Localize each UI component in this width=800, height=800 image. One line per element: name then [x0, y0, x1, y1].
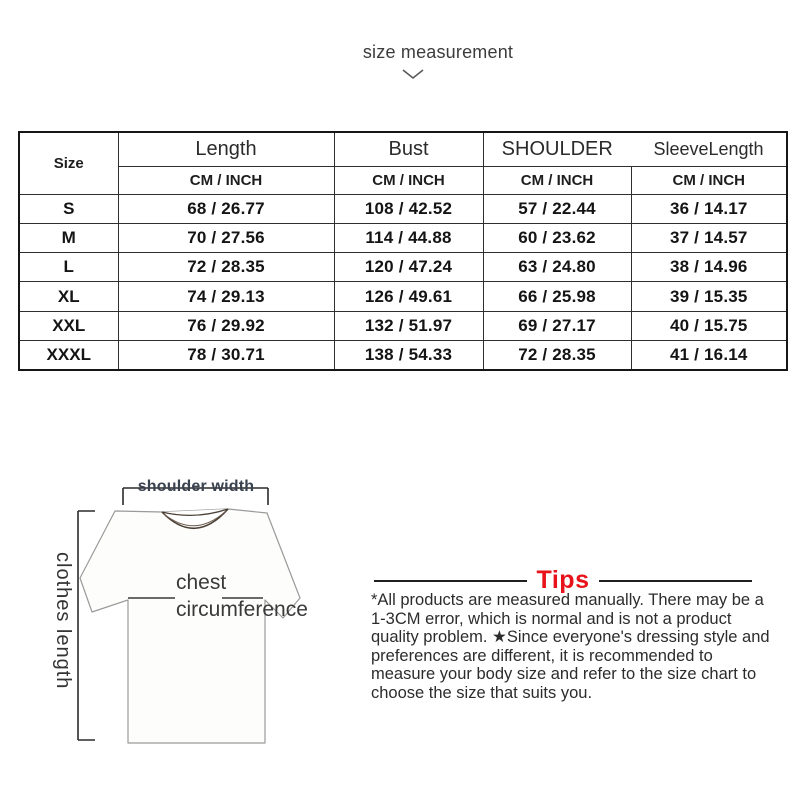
table-row [19, 253, 787, 282]
table-row [19, 282, 787, 311]
table-unit-row [19, 166, 787, 194]
bust-cell: 114 / 44.88 [334, 223, 483, 252]
bust-cell: 132 / 51.97 [334, 311, 483, 340]
sleeve-cell: 36 / 14.17 [631, 194, 787, 223]
length-cell: 78 / 30.71 [118, 341, 334, 370]
length-cell: 68 / 26.77 [118, 194, 334, 223]
length-cell: 70 / 27.56 [118, 223, 334, 252]
unit-header-shoulder: CM / INCH [483, 166, 631, 194]
chevron-down-icon [400, 67, 426, 81]
table-row [19, 311, 787, 340]
sleeve-cell: 39 / 15.35 [631, 282, 787, 311]
shoulder-width-label: shoulder width [137, 478, 255, 495]
clothes-length-bracket [78, 511, 95, 740]
bust-cell: 120 / 47.24 [334, 253, 483, 282]
unit-header-bust: CM / INCH [334, 166, 483, 194]
tips-title: Tips [536, 566, 590, 594]
unit-header-length: CM / INCH [118, 166, 334, 194]
sleeve-cell: 41 / 16.14 [631, 341, 787, 370]
shoulder-cell: 69 / 27.17 [483, 311, 631, 340]
size-cell: M [19, 223, 118, 252]
clothes-length-label: clothes length [52, 552, 74, 690]
length-cell: 74 / 29.13 [118, 282, 334, 311]
col-header-length: Length [118, 132, 334, 166]
length-cell: 72 / 28.35 [118, 253, 334, 282]
shoulder-cell: 72 / 28.35 [483, 341, 631, 370]
table-row [19, 194, 787, 223]
shoulder-cell: 63 / 24.80 [483, 253, 631, 282]
col-header-bust: Bust [334, 132, 483, 166]
col-header-sleevelength: SleeveLength [631, 132, 787, 166]
bust-cell: 126 / 49.61 [334, 282, 483, 311]
size-table [18, 131, 788, 371]
col-header-size: Size [19, 132, 118, 194]
table-header-row [19, 132, 787, 166]
shoulder-cell: 57 / 22.44 [483, 194, 631, 223]
tips-body-text: *All products are measured manually. There may be a 1-3CM error, which is normal and is not a product quality problem. ★Since everyone's dressing style and preferences are different, it is recommended to measure your body size and refer to the size chart to choose the size that suits you. [371, 591, 770, 702]
size-cell: XXL [19, 311, 118, 340]
bust-cell: 108 / 42.52 [334, 194, 483, 223]
sleeve-cell: 38 / 14.96 [631, 253, 787, 282]
table-row [19, 223, 787, 252]
sleeve-cell: 40 / 15.75 [631, 311, 787, 340]
chest-circumference-label: chest circumference [176, 571, 308, 621]
length-cell: 76 / 29.92 [118, 311, 334, 340]
size-cell: XL [19, 282, 118, 311]
col-header-shoulder: SHOULDER [483, 132, 631, 166]
size-cell: L [19, 253, 118, 282]
tshirt-outline [80, 509, 300, 743]
tips-rule-left [374, 580, 527, 582]
shoulder-cell: 60 / 23.62 [483, 223, 631, 252]
unit-header-sleeve: CM / INCH [631, 166, 787, 194]
table-row [19, 341, 787, 370]
bust-cell: 138 / 54.33 [334, 341, 483, 370]
tips-rule-right [599, 580, 752, 582]
size-cell: S [19, 194, 118, 223]
size-cell: XXXL [19, 341, 118, 370]
page-title: size measurement [362, 42, 514, 62]
sleeve-cell: 37 / 14.57 [631, 223, 787, 252]
shoulder-cell: 66 / 25.98 [483, 282, 631, 311]
